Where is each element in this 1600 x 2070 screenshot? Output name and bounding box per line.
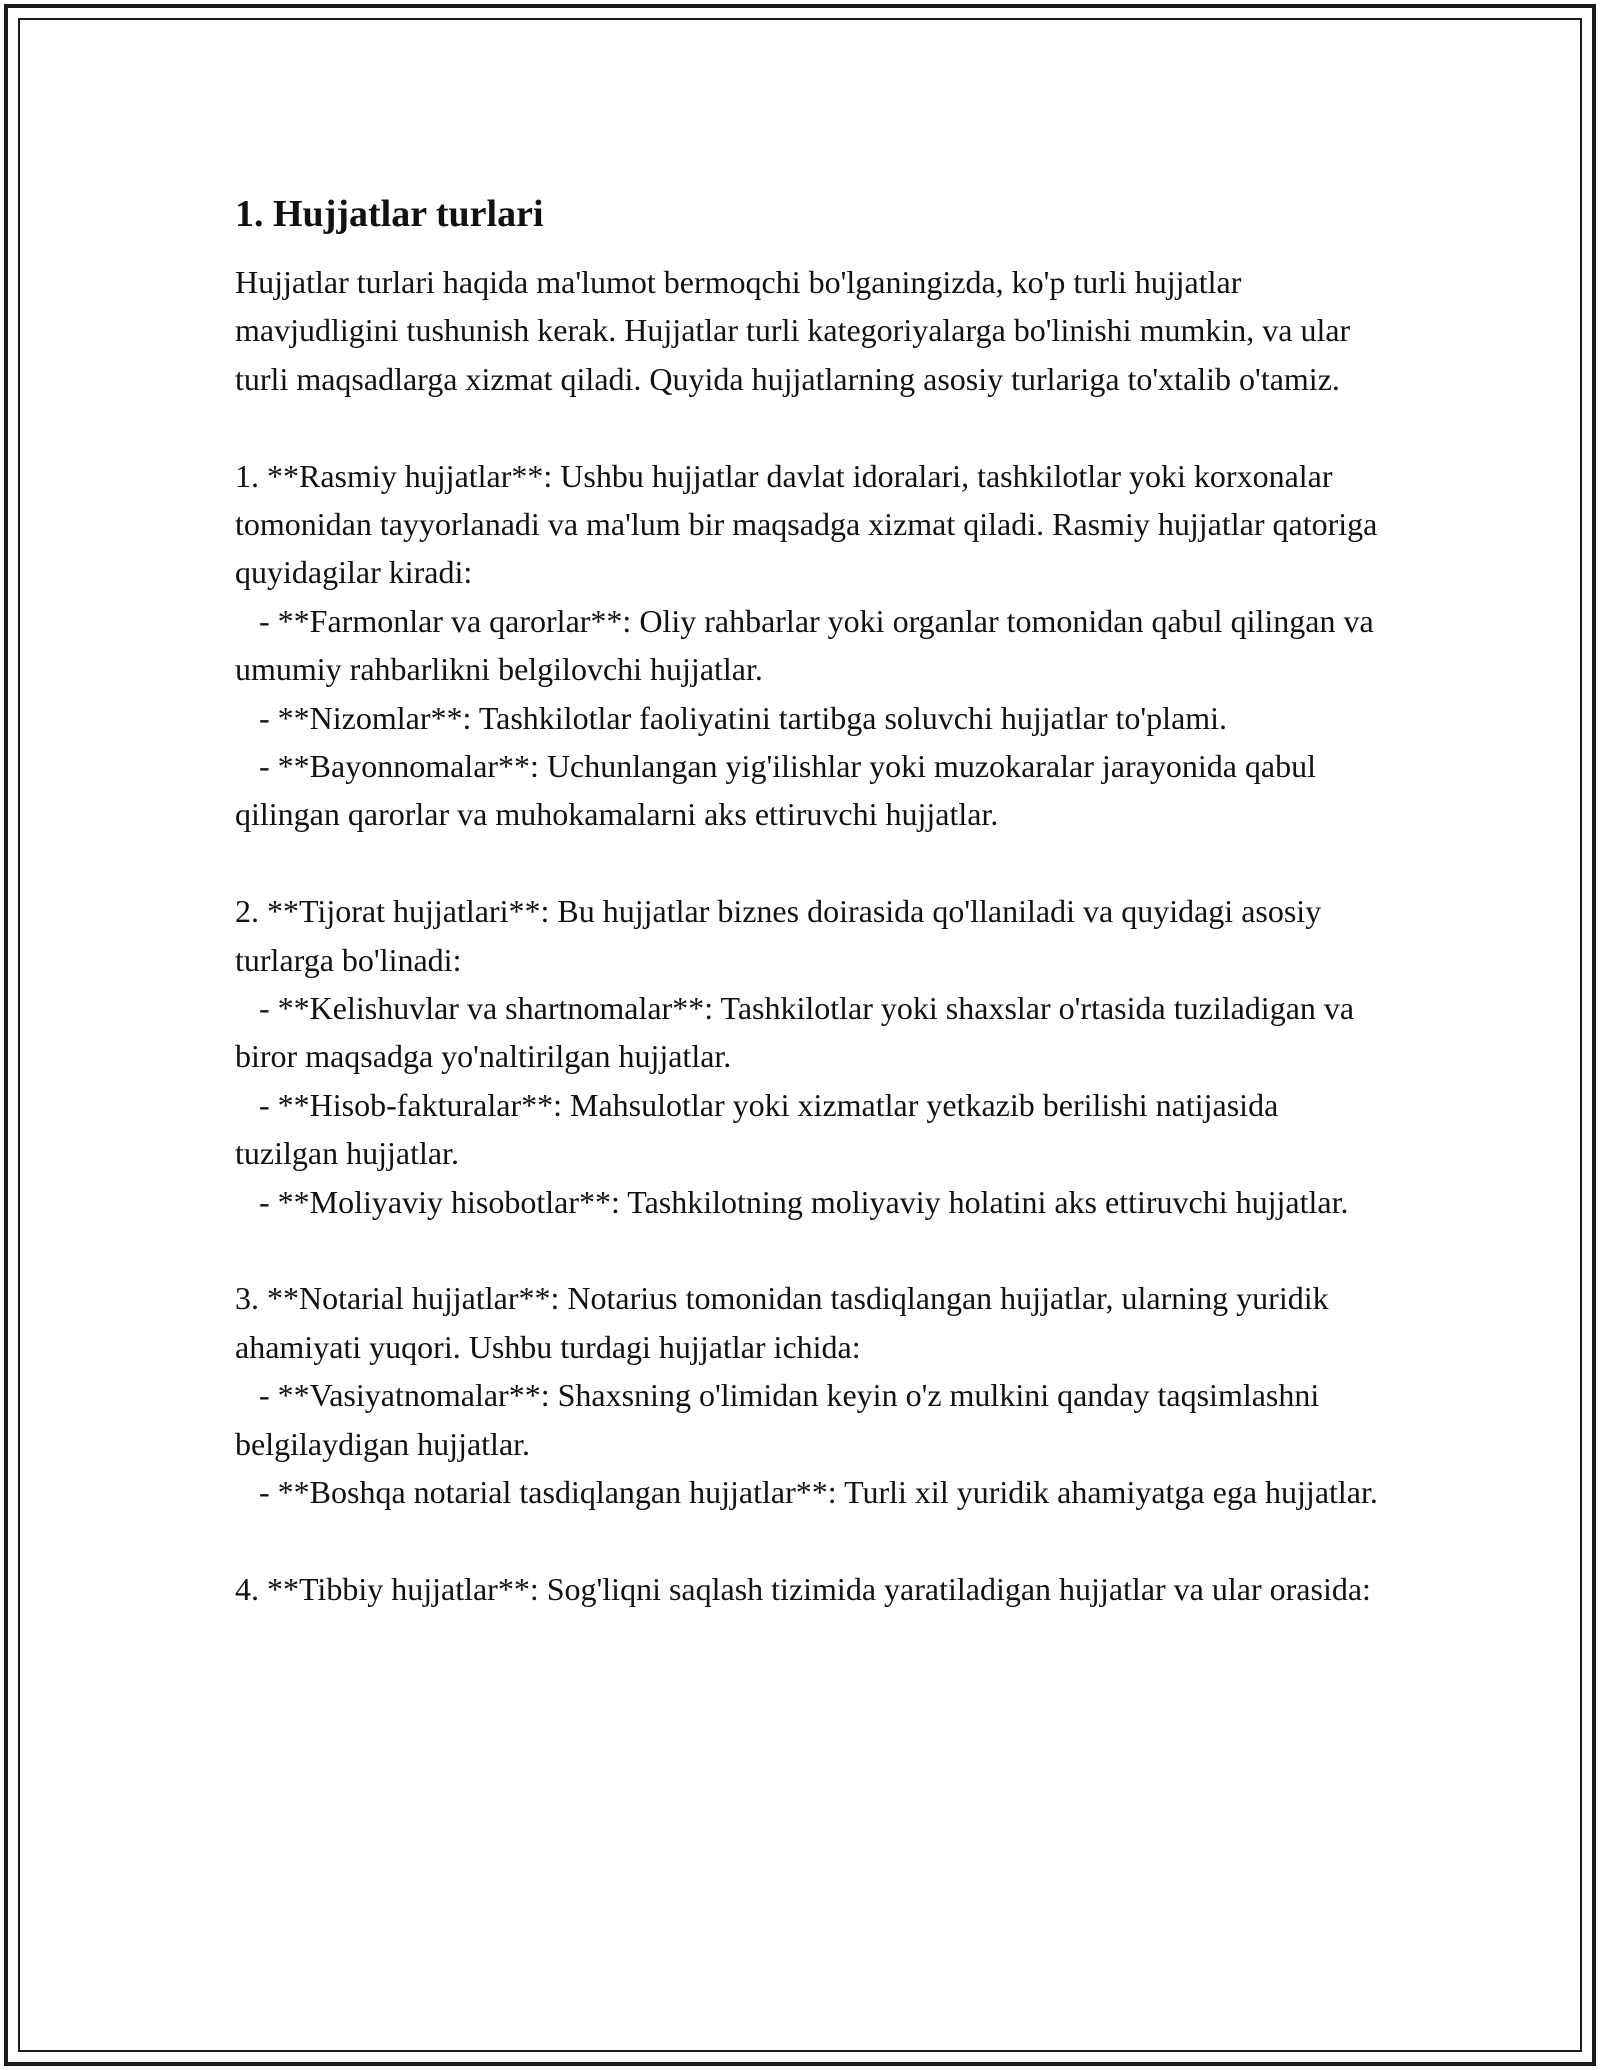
list-item: - **Vasiyatnomalar**: Shaxsning o'limidan keyin o'z mulkini qanday taqsimlashni belgilaydigan hujjatlar. — [235, 1377, 1328, 1462]
intro-paragraph: Hujjatlar turlari haqida ma'lumot bermoqchi bo'lganingizda, ko'p turli hujjatlar mavjudligini tushunish kerak. Hujjatlar turli kategoriyalarga bo'linishi mumkin, va ular turli maqsadlarga xizmat qiladi. Quyida hujjatlarning asosiy turlariga to'xtalib o'tamiz. — [235, 264, 1359, 397]
document-body — [235, 188, 1385, 1613]
list-item: - **Boshqa notarial tasdiqlangan hujjatlar**: Turli xil yuridik ahamiyatga ega hujjatlar. — [235, 1474, 1378, 1511]
section-heading: 4. **Tibbiy hujjatlar**: Sog'liqni saqlash tizimida yaratiladigan hujjatlar va ular orasida: — [235, 1570, 1371, 1607]
paragraph-spacer — [235, 1226, 1385, 1274]
section-tibbiy — [235, 1565, 1385, 1613]
section-heading: 3. **Notarial hujjatlar**: Notarius tomonidan tasdiqlangan hujjatlar, ularning yuridik ahamiyati yuqori. Ushbu turdagi hujjatlar ichida: — [235, 1280, 1337, 1365]
list-item: - **Moliyaviy hisobotlar**: Tashkilotning moliyaviy holatini aks ettiruvchi hujjatlar. — [235, 1183, 1349, 1220]
paragraph-spacer — [235, 1517, 1385, 1565]
paragraph-spacer — [235, 403, 1385, 451]
section-heading: 2. **Tijorat hujjatlari**: Bu hujjatlar biznes doirasida qo'llaniladi va quyidagi asosiy turlarga bo'linadi: — [235, 893, 1330, 978]
list-item: - **Hisob-fakturalar**: Mahsulotlar yoki xizmatlar yetkazib berilishi natijasida tuzilgan hujjatlar. — [235, 1086, 1287, 1172]
list-item: - **Nizomlar**: Tashkilotlar faoliyatini tartibga soluvchi hujjatlar to'plami. — [235, 699, 1228, 736]
section-tijorat — [235, 887, 1385, 1226]
list-item: - **Farmonlar va qarorlar**: Oliy rahbarlar yoki organlar tomonidan qabul qilingan va umumiy rahbarlikni belgilovchi hujjatlar. — [235, 602, 1382, 688]
section-rasmiy — [235, 452, 1385, 839]
paragraph-spacer — [235, 839, 1385, 887]
list-item: - **Bayonnomalar**: Uchunlangan yig'ilishlar yoki muzokaralar jarayonida qabul qilingan qarorlar va muhokamalarni aks ettiruvchi hujjatlar. — [235, 748, 1325, 833]
list-item: - **Kelishuvlar va shartnomalar**: Tashkilotlar yoki shaxslar o'rtasida tuziladigan va biror maqsadga yo'naltirilgan hujjatlar. — [235, 990, 1363, 1075]
section-heading: 1. **Rasmiy hujjatlar**: Ushbu hujjatlar davlat idoralari, tashkilotlar yoki korxonalar tomonidan tayyorlanadi va ma'lum bir maqsadga xizmat qiladi. Rasmiy hujjatlar qatoriga quyidagilar kiradi: — [235, 457, 1386, 591]
document-title: 1. Hujjatlar turlari — [235, 193, 544, 235]
section-notarial — [235, 1274, 1385, 1516]
